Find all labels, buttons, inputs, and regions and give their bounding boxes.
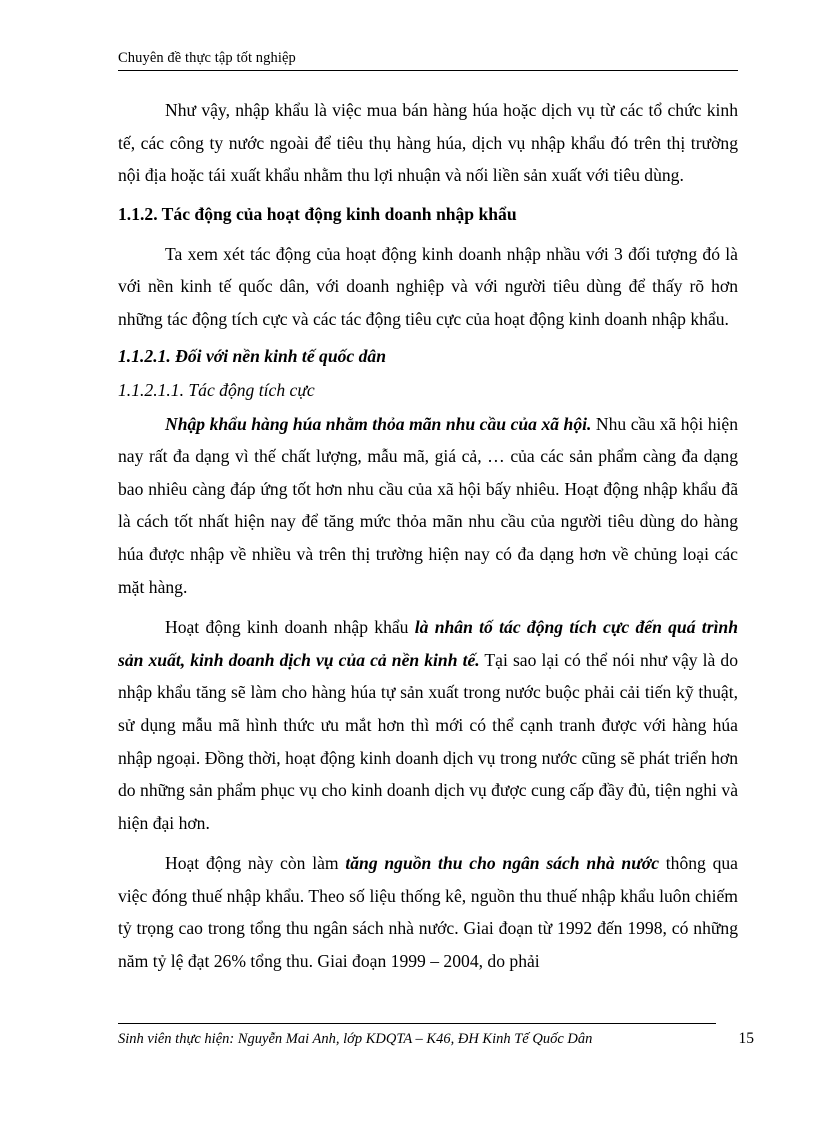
paragraph-intro: Ta xem xét tác động của hoạt động kinh doanh nhập nhầu với 3 đối tượng đó là với nền kinh tế quốc dân, với doanh nghiệp và với người tiêu dùng để thấy rõ hơn những tác động tích cực và các tác động tiêu cực của hoạt động kinh doanh nhập khẩu.	[118, 243, 738, 329]
paragraph-production-text: Tại sao lại có thể nói như vậy là do nhập khẩu tăng sẽ làm cho hàng húa tự sản xuất trong nước buộc phải cải tiến kỹ thuật, sử dụng mẫu mã hình thức ưu mắt hơn thì mới có thể cạnh tranh được với hàng húa nhập ngoại. Đồng thời, hoạt động kinh doanh dịch vụ trong nước cũng sẽ phát triển hơn do những sản phẩm phục vụ cho kinh doanh dịch vụ được cung cấp đầy đủ, tiện nghi và hiện đại hơn.	[118, 649, 738, 833]
paragraph-production-lead: Hoạt động kinh doanh nhập khẩu	[165, 617, 415, 638]
paragraph-social-needs	[118, 408, 738, 604]
paragraph-definition: Như vậy, nhập khẩu là việc mua bán hàng húa hoặc dịch vụ từ các tổ chức kinh tế, các công ty nước ngoài để tiêu thụ hàng húa, dịch vụ nhập khẩu đó trên thị trường nội địa hoặc tái xuất khẩu nhằm thu lợi nhuận và nối liền sản xuất với tiêu dùng.	[118, 100, 738, 186]
page-number: 15	[738, 1030, 754, 1047]
paragraph-production	[118, 611, 738, 839]
paragraph-budget-lead: Hoạt động này còn làm	[165, 853, 346, 874]
emphasis-budget: tăng nguồn thu cho ngân sách nhà nước	[345, 853, 660, 874]
page-header	[118, 50, 738, 71]
header-title: Chuyên đề thực tập tốt nghiệp	[118, 50, 296, 66]
paragraph-budget-text: thông qua việc đóng thuế nhập khẩu. Theo số liệu thống kê, nguồn thu thuế nhập khẩu luôn chiếm tỷ trọng cao trong tổng thu ngân sách nhà nước. Giai đoạn từ 1992 đến 1998, có những năm tỷ lệ đạt 26% tổng thu. Giai đoạn 1999 – 2004, do phải	[118, 853, 738, 972]
paragraph-social-needs-text: Nhu cầu xã hội hiện nay rất đa dạng vì thế chất lượng, mẫu mã, giá cả, … của các sản phẩm càng đa dạng bao nhiêu càng đáp ứng tốt hơn nhu cầu của xã hội bấy nhiêu. Hoạt động nhập khẩu đã là cách tốt nhất hiện nay để tăng mức thỏa mãn nhu cầu của người tiêu dùng do hàng húa được nhập về nhiều và trên thị trường hiện nay có đa dạng hơn về chủng loại các mặt hàng.	[118, 413, 738, 597]
document-body	[118, 94, 738, 978]
emphasis-social-needs: Nhập khẩu hàng húa nhằm thỏa mãn nhu cầu của xã hội.	[165, 413, 592, 434]
section-heading-1-1-2-1-1: 1.1.2.1.1. Tác động tích cực	[118, 379, 315, 400]
page-footer	[118, 1023, 758, 1048]
section-heading-1-1-2: 1.1.2. Tác động của hoạt động kinh doanh nhập khẩu	[118, 203, 517, 224]
emphasis-production: là nhân tố tác động tích cực đến quá trình sản xuất, kinh doanh dịch vụ của cả nền kinh tế.	[118, 617, 738, 670]
paragraph-budget	[118, 847, 738, 977]
footer-divider	[118, 1023, 716, 1024]
footer-author: Sinh viên thực hiện: Nguyễn Mai Anh, lớp KDQTA – K46, ĐH Kinh Tế Quốc Dân	[118, 1031, 593, 1047]
section-heading-1-1-2-1: 1.1.2.1. Đối với nền kinh tế quốc dân	[118, 345, 386, 366]
